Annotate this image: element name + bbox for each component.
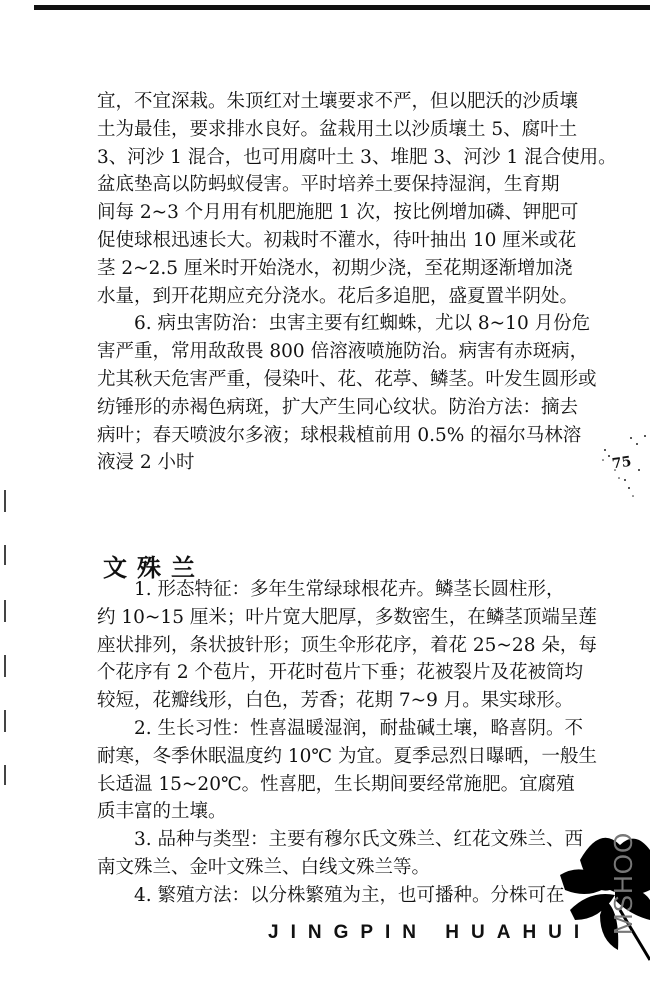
text-line: 土为最佳，要求排水良好。盆栽用土以沙质壤土 5、腐叶土	[97, 118, 578, 140]
page-number: 75	[610, 453, 633, 473]
body-text-section-a	[97, 88, 617, 477]
scan-mark	[4, 600, 6, 622]
text-line: 3、河沙 1 混合，也可用腐叶土 3、堆肥 3、河沙 1 混合使用。	[97, 146, 617, 168]
text-line: 液浸 2 小时	[97, 452, 195, 474]
text-line: 盆底垫高以防蚂蚁侵害。平时培养土要保持湿润，生育期	[97, 174, 560, 196]
text-line: 害严重，常用敌敌畏 800 倍溶液喷施防治。病害有赤斑病，	[97, 341, 589, 363]
top-rule	[34, 5, 650, 10]
scan-mark	[4, 490, 6, 512]
paragraph	[97, 310, 597, 477]
text-line: 耐寒，冬季休眠温度约 10℃ 为宜。夏季忌烈日曝晒，一般生	[97, 745, 597, 767]
text-line: 纺锤形的赤褐色病斑，扩大产生同心纹状。防治方法：摘去	[97, 396, 579, 418]
text-line: 座状排列，条状披针形；顶生伞形花序，着花 25~28 朵，每	[97, 634, 597, 656]
scan-mark	[4, 545, 6, 565]
text-line: 质丰富的土壤。	[97, 801, 227, 823]
paragraph	[97, 88, 617, 310]
text-line: 间每 2~3 个月用有机肥施肥 1 次，按比例增加磷、钾肥可	[97, 202, 579, 224]
text-line: 茎 2~2.5 厘米时开始浇水，初期少浇，至花期逐渐增加浇	[97, 257, 573, 279]
text-line: 促使球根迅速长大。初栽时不灌水，待叶抽出 10 厘米或花	[97, 229, 577, 251]
text-line: 长适温 15~20℃。性喜肥，生长期间要经常施肥。宜腐殖	[97, 773, 575, 795]
watermark: MSHOO	[608, 831, 638, 935]
text-line: 尤其秋天危害严重，侵染叶、花、花葶、鳞茎。叶发生圆形或	[97, 368, 597, 390]
text-line: 4. 繁殖方法：以分株繁殖为主，也可播种。分株可在	[134, 884, 565, 906]
text-line: 水量，到开花期应充分浇水。花后多追肥，盛夏置半阴处。	[97, 285, 579, 307]
text-line: 2. 生长习性：性喜温暖湿润，耐盐碱土壤，略喜阴。不	[134, 717, 584, 739]
text-line: 3. 品种与类型：主要有穆尔氏文殊兰、红花文殊兰、西	[134, 829, 584, 851]
text-line: 南文殊兰、金叶文殊兰、白线文殊兰等。	[97, 856, 431, 878]
text-line: 6. 病虫害防治：虫害主要有红蜘蛛，尤以 8~10 月份危	[134, 313, 591, 335]
scan-mark	[4, 765, 6, 785]
paragraph	[97, 576, 597, 715]
running-footer: JINGPIN HUAHUI	[268, 922, 592, 943]
text-line: 病叶；春天喷波尔多液；球根栽植前用 0.5% 的福尔马林溶	[97, 424, 582, 446]
text-line: 个花序有 2 个苞片，开花时苞片下垂；花被裂片及花被筒均	[97, 662, 584, 684]
text-line: 1. 形态特征：多年生常绿球根花卉。鳞茎长圆柱形，	[134, 579, 565, 600]
scan-mark	[4, 655, 6, 677]
paragraph	[97, 882, 565, 910]
section-heading: 文殊兰	[103, 553, 205, 582]
text-line: 约 10~15 厘米；叶片宽大肥厚，多数密生，在鳞茎顶端呈莲	[97, 606, 597, 628]
scan-mark	[4, 710, 6, 732]
paragraph	[97, 715, 597, 826]
paragraph	[97, 826, 584, 882]
text-line: 宜，不宜深栽。朱顶红对土壤要求不严，但以肥沃的沙质壤	[97, 91, 579, 112]
body-text-section-b	[97, 576, 597, 910]
text-line: 较短，花瓣线形，白色，芳香；花期 7~9 月。果实球形。	[97, 690, 574, 712]
